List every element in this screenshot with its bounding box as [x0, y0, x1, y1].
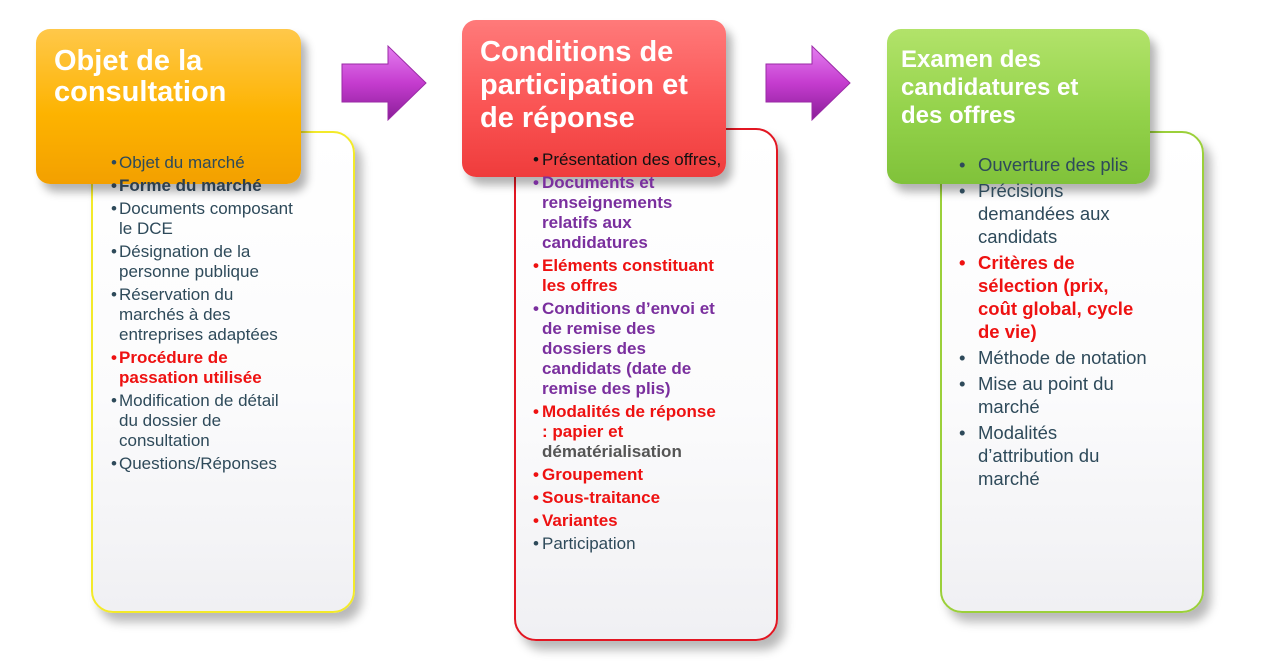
bullet: • — [959, 373, 966, 394]
bullet: • — [111, 199, 117, 218]
list-item — [111, 199, 341, 239]
bullet: • — [533, 488, 539, 507]
item-text: Documents composant le DCE — [119, 199, 293, 238]
item-text: Conditions d’envoi et de remise des dossiers des candidats (date de remise des plis) — [542, 299, 715, 398]
list-item — [533, 534, 769, 554]
item-text: Forme du marché — [119, 176, 262, 195]
bullet: • — [111, 153, 117, 172]
bullet: • — [533, 173, 539, 192]
list-item — [533, 402, 769, 462]
bullet: • — [533, 299, 539, 318]
list-examen-candidatures — [959, 153, 1191, 493]
bullet: • — [111, 176, 117, 195]
bullet: • — [533, 534, 539, 553]
bullet: • — [533, 150, 539, 169]
right-arrow-icon — [338, 40, 430, 126]
list-item — [533, 256, 769, 296]
list-item — [111, 176, 341, 196]
item-text: Variantes — [542, 511, 618, 530]
bullet: • — [533, 465, 539, 484]
item-text: Mise au point du marché — [978, 373, 1114, 417]
list-item — [959, 421, 1191, 490]
list-item — [533, 511, 769, 531]
item-text: Documents et renseignements relatifs aux candidatures — [542, 173, 673, 252]
bullet: • — [533, 402, 539, 421]
bullet: • — [111, 242, 117, 261]
list-item — [111, 454, 341, 474]
bullet: • — [959, 180, 966, 201]
list-item — [111, 242, 341, 282]
bullet: • — [111, 391, 117, 410]
bullet: • — [959, 252, 966, 273]
list-item — [959, 372, 1191, 418]
item-text: Eléments constituant les offres — [542, 256, 714, 295]
header-title: Objet de la consultation — [54, 45, 227, 108]
item-text: Critères de sélection (prix, coût global, cycle de vie) — [978, 252, 1134, 342]
list-item — [533, 299, 769, 399]
list-item — [959, 153, 1191, 176]
list-conditions-participation — [533, 150, 769, 557]
bullet: • — [111, 348, 117, 367]
bullet: • — [111, 285, 117, 304]
list-item — [959, 179, 1191, 248]
item-text: Modification de détail du dossier de consultation — [119, 391, 279, 450]
bullet: • — [111, 454, 117, 473]
list-item — [533, 488, 769, 508]
item-text: Questions/Réponses — [119, 454, 277, 473]
list-item — [533, 465, 769, 485]
item-text: Participation — [542, 534, 636, 553]
item-text: Précisions demandées aux candidats — [978, 180, 1110, 247]
list-item — [111, 153, 341, 173]
item-text: Modalités d’attribution du marché — [978, 422, 1100, 489]
bullet: • — [533, 256, 539, 275]
list-item — [111, 348, 341, 388]
header-title: Conditions de participation et de réponse — [480, 36, 688, 134]
item-text-continuation: dématérialisation — [542, 442, 682, 461]
bullet: • — [959, 154, 966, 175]
header-title: Examen des candidatures et des offres — [901, 46, 1079, 129]
item-text: Groupement — [542, 465, 644, 484]
list-item — [533, 150, 769, 170]
item-text: Réservation du marchés à des entreprises adaptées — [119, 285, 278, 344]
list-item — [533, 173, 769, 253]
item-text: Sous-traitance — [542, 488, 661, 507]
item-text: Méthode de notation — [978, 347, 1147, 368]
list-objet-consultation — [111, 153, 341, 477]
list-item — [959, 251, 1191, 343]
item-text: Désignation de la personne publique — [119, 242, 259, 281]
item-text: Présentation des offres, — [542, 150, 722, 169]
bullet: • — [533, 511, 539, 530]
list-item — [111, 285, 341, 345]
bullet: • — [959, 422, 966, 443]
item-text: Ouverture des plis — [978, 154, 1129, 175]
item-text: Modalités de réponse : papier et — [542, 402, 716, 441]
bullet: • — [959, 347, 966, 368]
list-item — [959, 346, 1191, 369]
right-arrow-icon — [762, 40, 854, 126]
item-text: Objet du marché — [119, 153, 245, 172]
list-item — [111, 391, 341, 451]
item-text: Procédure de passation utilisée — [119, 348, 262, 387]
